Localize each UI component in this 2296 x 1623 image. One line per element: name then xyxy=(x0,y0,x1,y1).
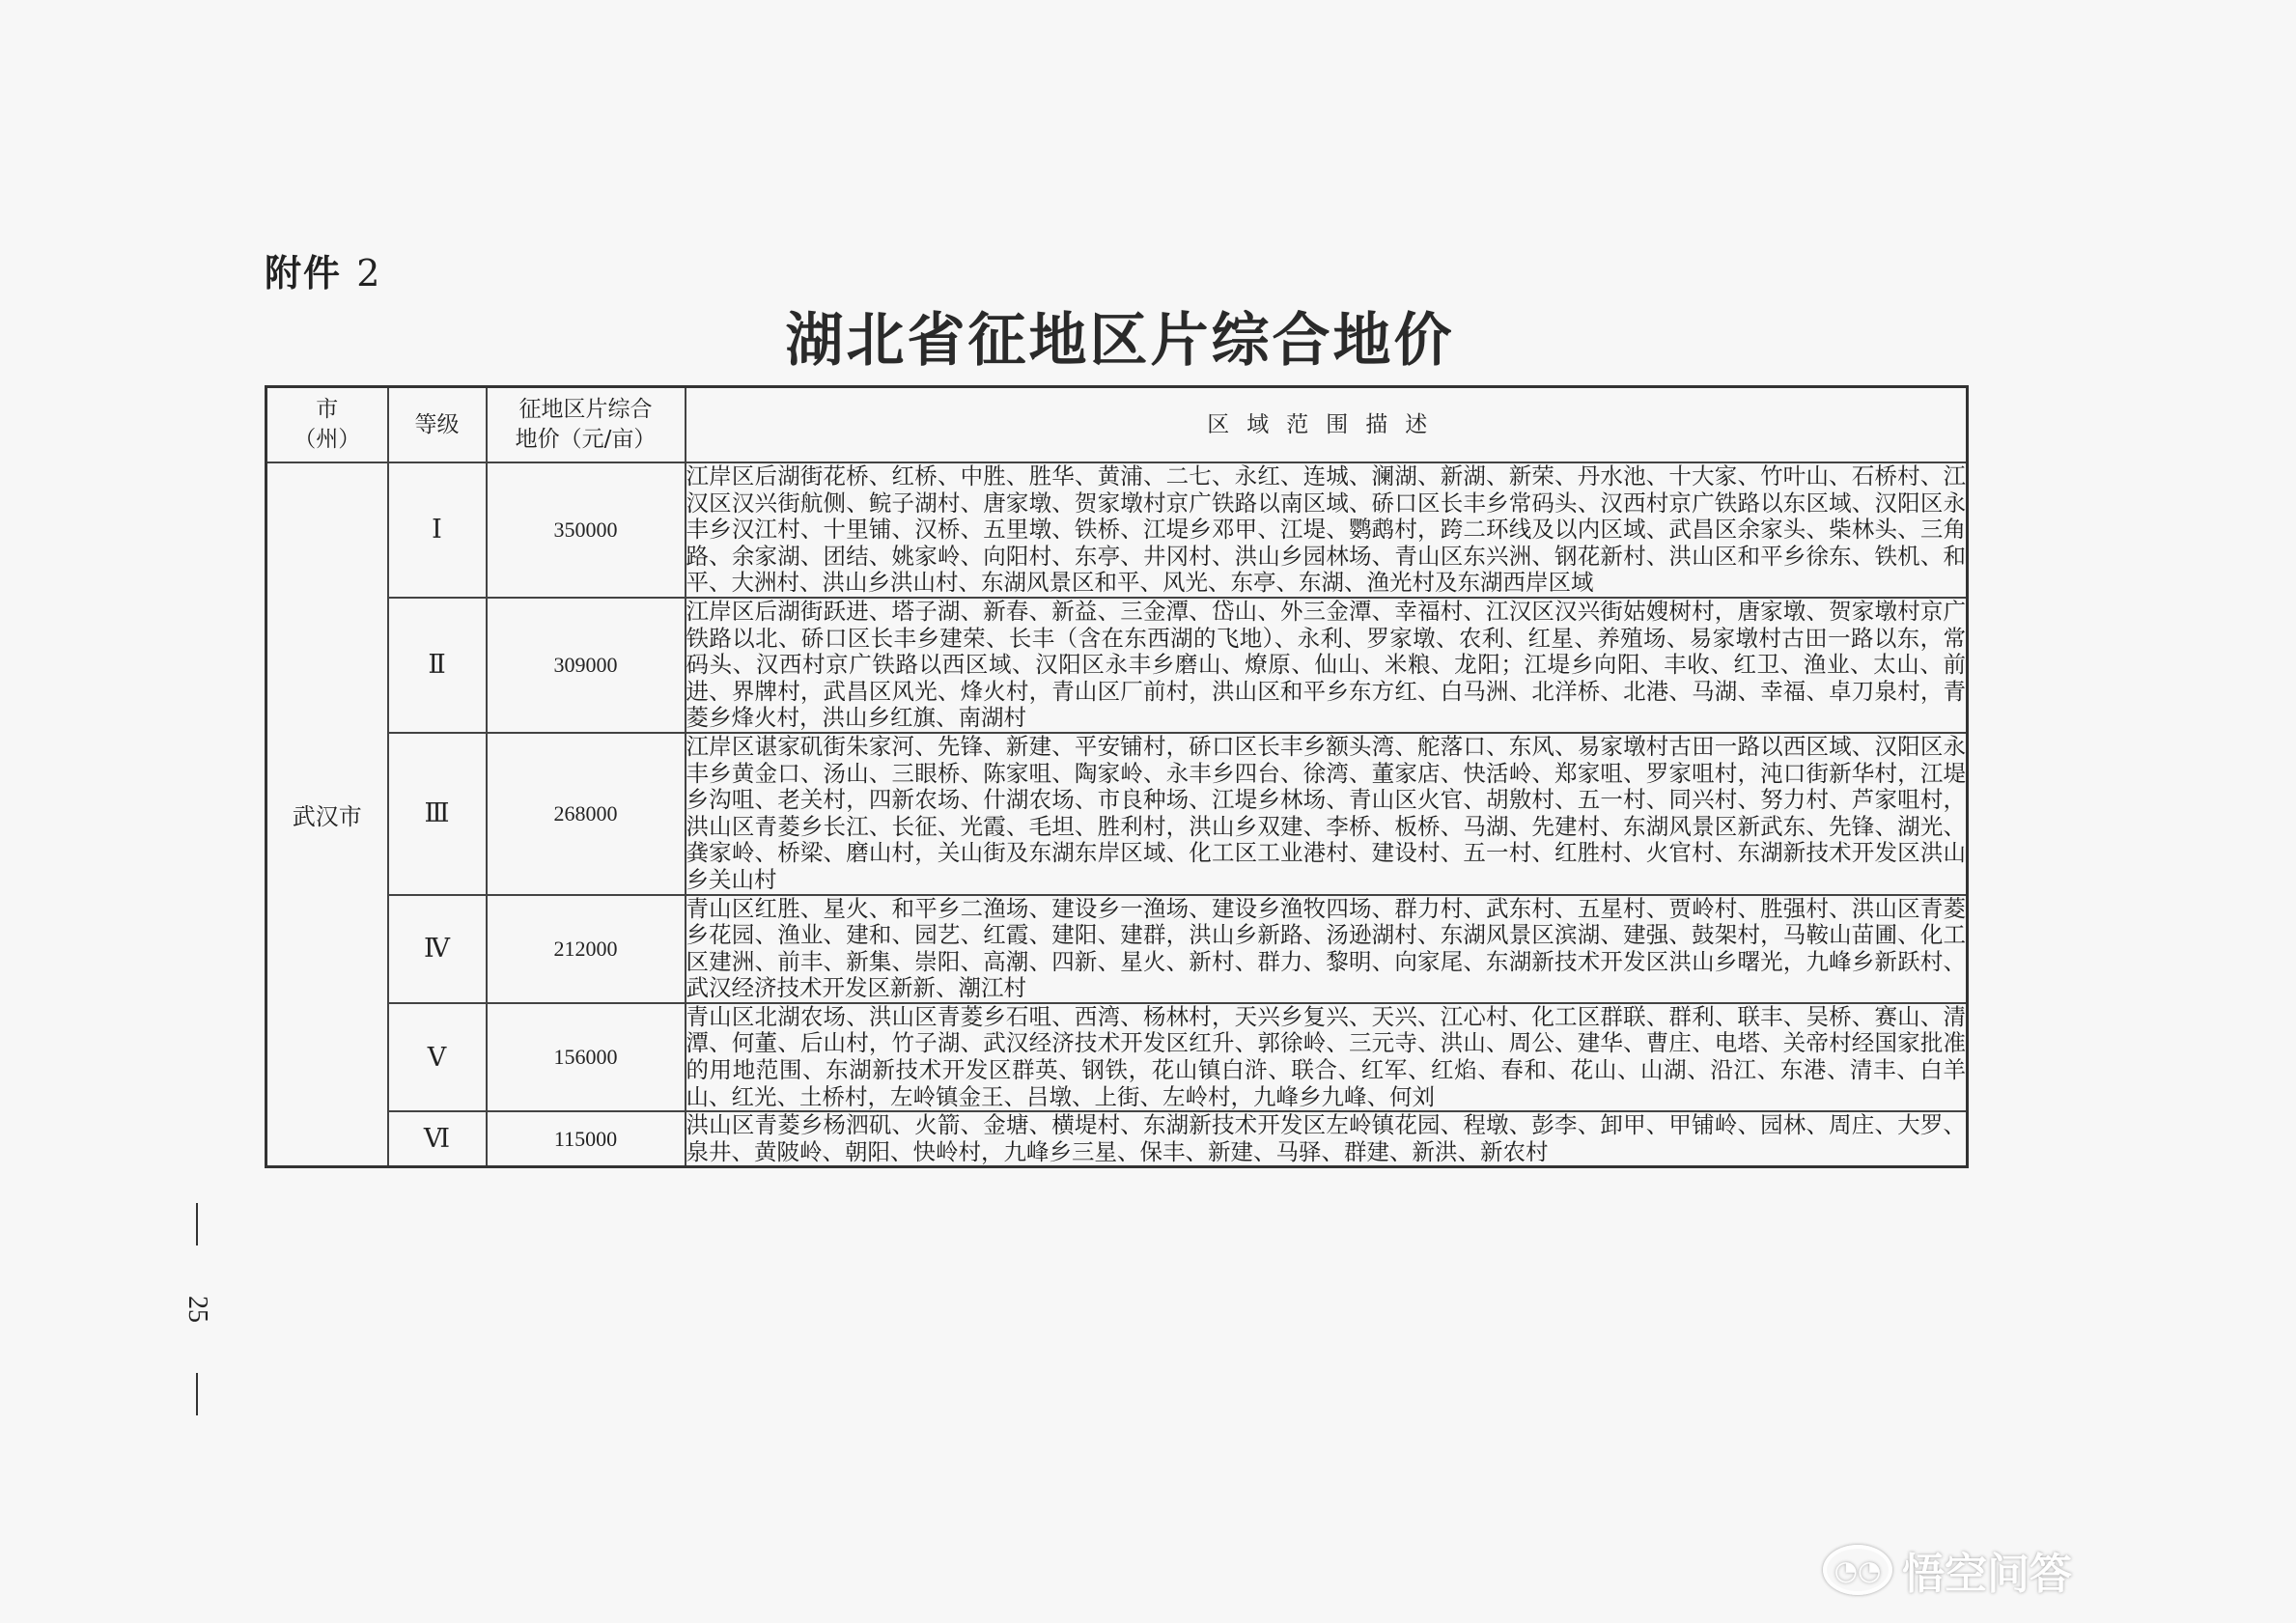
column-header-grade: 等级 xyxy=(388,387,487,463)
grade-cell: Ⅴ xyxy=(388,1003,487,1111)
city-header-line1: 市 xyxy=(316,397,339,422)
page-number xyxy=(180,1203,214,1415)
price-cell: 212000 xyxy=(487,895,686,1003)
page-number-text: 25 xyxy=(182,1296,212,1323)
column-header-price xyxy=(487,387,686,463)
price-cell: 156000 xyxy=(487,1003,686,1111)
column-header-area: 区域范围描述 xyxy=(686,387,1968,463)
price-cell: 309000 xyxy=(487,598,686,733)
area-description-cell: 江岸区后湖街跃进、塔子湖、新春、新益、三金潭、岱山、外三金潭、幸福村、江汉区汉兴街姑嫂树村，唐家墩、贺家墩村京广铁路以北、硚口区长丰乡建荣、长丰（含在东西湖的飞地）、永利、罗家墩、农利、红星、养殖场、易家墩村古田一路以东，常码头、汉西村京广铁路以西区域、汉阳区永丰乡磨山、燎原、仙山、米粮、龙阳；江堤乡向阳、丰收、红卫、渔业、太山、前进、界牌村，武昌区风光、烽火村，青山区厂前村，洪山区和平乡东方红、白马洲、北洋桥、北港、马湖、幸福、卓刀泉村，青菱乡烽火村，洪山乡红旗、南湖村 xyxy=(686,597,1966,732)
table-row xyxy=(266,462,1968,598)
area-description-cell: 江岸区谌家矶街朱家河、先锋、新建、平安铺村，硚口区长丰乡额头湾、舵落口、东风、易家墩村古田一路以西区域、汉阳区永丰乡黄金口、汤山、三眼桥、陈家咀、陶家岭、永丰乡四台、徐湾、董家店、快活岭、郑家咀、罗家咀村，沌口街新华村，江堤乡沟咀、老关村，四新农场、什湖农场、市良种场、江堤乡林场、青山区火官、胡敫村、五一村、同兴村、努力村、芦家咀村，洪山区青菱乡长江、长征、光霞、毛坦、胜利村，洪山乡双建、李桥、板桥、马湖、先建村、东湖风景区新武东、先锋、湖光、龚家岭、桥梁、磨山村，关山街及东湖东岸区域、化工区工业港村、建设村、五一村、红胜村、火官村、东湖新技术开发区洪山乡关山村 xyxy=(686,732,1966,893)
grade-cell: Ⅵ xyxy=(388,1111,487,1167)
city-cell: 武汉市 xyxy=(266,462,388,1167)
price-cell: 350000 xyxy=(487,462,686,598)
table-row xyxy=(266,1111,1968,1167)
grade-cell: Ⅰ xyxy=(388,462,487,598)
watermark xyxy=(1823,1541,2072,1599)
attachment-label xyxy=(265,243,381,296)
attachment-label-text: 附件 xyxy=(265,252,343,294)
price-header-line1: 征地区片综合 xyxy=(518,397,653,422)
column-header-city xyxy=(266,387,388,463)
grade-cell: Ⅳ xyxy=(388,895,487,1003)
price-cell: 268000 xyxy=(487,733,686,895)
watermark-text: 悟空问答 xyxy=(1902,1550,2072,1599)
speech-bubble-icon: ◔◔ xyxy=(1823,1545,1892,1595)
land-price-table xyxy=(265,385,1969,1168)
page-title: 湖北省征地区片综合地价 xyxy=(785,307,1455,375)
area-description-cell: 洪山区青菱乡杨泗矶、火箭、金塘、横堤村、东湖新技术开发区左岭镇花园、程墩、彭李、卸甲、甲铺岭、园林、周庄、大罗、泉井、黄陂岭、朝阳、快岭村，九峰乡三星、保丰、新建、马驿、群建、新洪、新农村 xyxy=(686,1111,1968,1167)
price-header-line2: 地价（元/亩） xyxy=(515,427,657,452)
grade-cell: Ⅲ xyxy=(388,733,487,895)
table-row xyxy=(266,895,1968,1003)
attachment-number: 2 xyxy=(356,252,382,294)
table-row xyxy=(266,598,1968,733)
area-description-cell: 青山区红胜、星火、和平乡二渔场、建设乡一渔场、建设乡渔牧四场、群力村、武东村、五星村、贾岭村、胜强村、洪山区青菱乡花园、渔业、建和、园艺、红霞、建阳、建群，洪山乡新路、汤逊湖村、东湖风景区滨湖、建强、鼓架村，马鞍山苗圃、化工区建洲、前丰、新集、崇阳、高潮、四新、星火、新村、群力、黎明、向家尾、东湖新技术开发区洪山乡曙光，九峰乡新跃村、武汉经济技术开发区新新、潮江村 xyxy=(686,894,1966,1002)
grade-cell: Ⅱ xyxy=(388,598,487,733)
city-header-line2: （州） xyxy=(294,427,361,452)
area-description-cell: 青山区北湖农场、洪山区青菱乡石咀、西湾、杨林村，天兴乡复兴、天兴、江心村、化工区群联、群利、联丰、吴桥、赛山、清潭、何董、后山村，竹子湖、武汉经济技术开发区红升、郭徐岭、三元寺、洪山、周公、建华、曹庄、电塔、关帝村经国家批准的用地范围、东湖新技术开发区群英、钢铁，花山镇白浒、联合、红军、红焰、春和、花山、山湖、沿江、东港、清丰、白羊山、红光、土桥村，左岭镇金王、吕墩、上街、左岭村，九峰乡九峰、何刘 xyxy=(686,1002,1966,1110)
area-description-cell: 江岸区后湖街花桥、红桥、中胜、胜华、黄浦、二七、永红、连城、澜湖、新湖、新荣、丹水池、十大家、竹叶山、石桥村、江汉区汉兴街航侧、鲩子湖村、唐家墩、贺家墩村京广铁路以南区域、硚口区长丰乡常码头、汉西村京广铁路以东区域、汉阳区永丰乡汉江村、十里铺、汉桥、五里墩、铁桥、江堤乡邓甲、江堤、鹦鹉村，跨二环线及以内区域、武昌区余家头、柴林头、三角路、余家湖、团结、姚家岭、向阳村、东亭、井冈村、洪山乡园林场、青山区东兴洲、钢花新村、洪山区和平乡徐东、铁机、和平、大洲村、洪山乡洪山村、东湖风景区和平、风光、东亭、东湖、渔光村及东湖西岸区域 xyxy=(686,462,1966,597)
table-row xyxy=(266,1003,1968,1111)
page-number-dash-bottom xyxy=(196,1373,198,1415)
page-number-dash-top xyxy=(196,1203,198,1245)
price-cell: 115000 xyxy=(487,1111,686,1167)
table-row xyxy=(266,733,1968,895)
table-header-row xyxy=(266,387,1968,463)
